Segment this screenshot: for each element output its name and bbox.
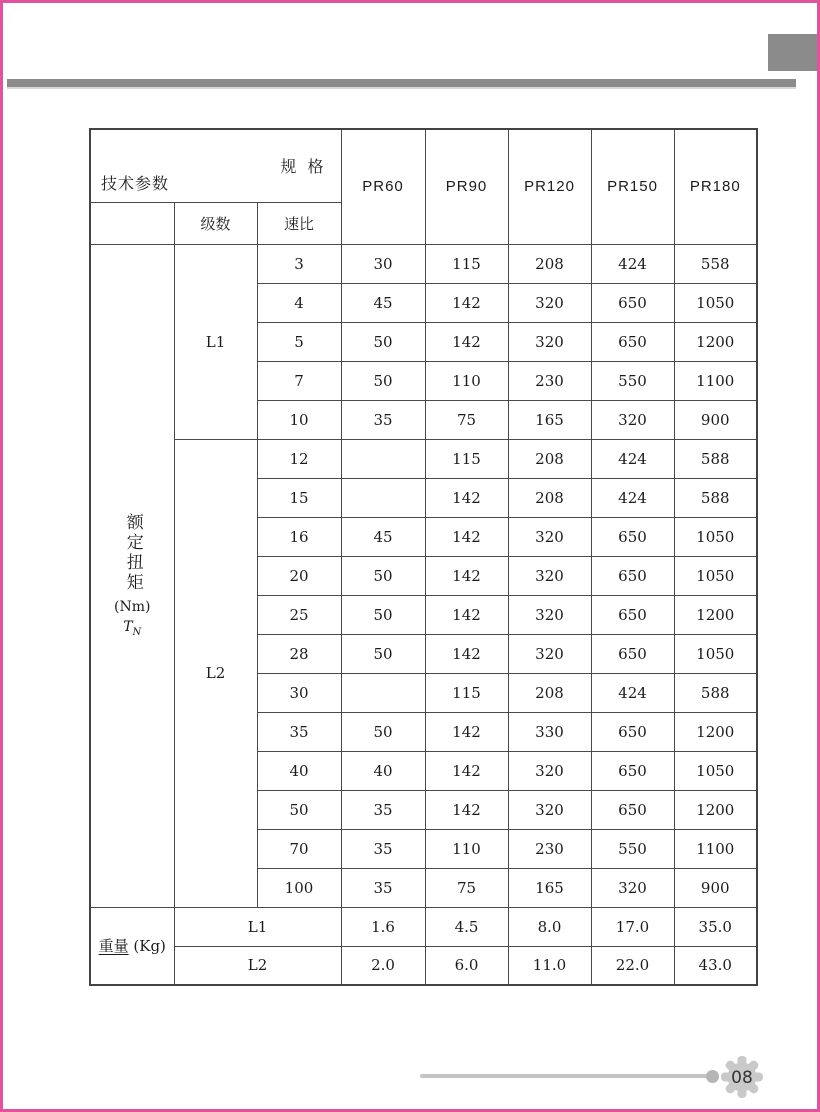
value-cell: 75 <box>425 868 508 907</box>
value-cell: 320 <box>508 790 591 829</box>
table-header-row <box>90 129 757 202</box>
value-cell: 35 <box>341 790 425 829</box>
value-cell: 142 <box>425 595 508 634</box>
col-header-pr60: PR60 <box>341 129 425 244</box>
value-cell: 142 <box>425 556 508 595</box>
value-cell: 320 <box>508 634 591 673</box>
value-cell: 50 <box>341 712 425 751</box>
value-cell: 35.0 <box>674 907 757 946</box>
value-cell: 1050 <box>674 517 757 556</box>
weight-row <box>90 946 757 985</box>
value-cell: 650 <box>591 595 674 634</box>
value-cell: 115 <box>425 673 508 712</box>
value-cell: 1050 <box>674 634 757 673</box>
weight-row <box>90 907 757 946</box>
value-cell: 424 <box>591 673 674 712</box>
value-cell: 558 <box>674 244 757 283</box>
ratio-cell: 7 <box>257 361 341 400</box>
value-cell: 6.0 <box>425 946 508 985</box>
header-corner-block <box>768 34 820 71</box>
value-cell: 320 <box>591 400 674 439</box>
col-header-pr180: PR180 <box>674 129 757 244</box>
ratio-cell: 4 <box>257 283 341 322</box>
value-cell: 230 <box>508 829 591 868</box>
value-cell: 208 <box>508 673 591 712</box>
weight-label-cell <box>90 907 174 985</box>
ratio-cell: 20 <box>257 556 341 595</box>
table-row <box>90 244 757 283</box>
ratio-cell: 10 <box>257 400 341 439</box>
value-cell: 1050 <box>674 751 757 790</box>
value-cell: 320 <box>591 868 674 907</box>
value-cell: 4.5 <box>425 907 508 946</box>
value-cell: 142 <box>425 634 508 673</box>
value-cell: 650 <box>591 751 674 790</box>
torque-label-vertical: 额定扭矩 <box>122 513 143 594</box>
corner-label-spec: 规 格 <box>280 157 327 176</box>
header-rule-bar <box>7 79 796 89</box>
value-cell: 40 <box>341 751 425 790</box>
weight-label: 重量 <box>98 937 129 956</box>
value-cell: 424 <box>591 244 674 283</box>
footer-dot <box>706 1070 719 1083</box>
value-cell: 1100 <box>674 829 757 868</box>
value-cell: 320 <box>508 283 591 322</box>
value-cell: 588 <box>674 673 757 712</box>
value-cell: 230 <box>508 361 591 400</box>
value-cell: 1100 <box>674 361 757 400</box>
value-cell: 50 <box>341 556 425 595</box>
value-cell: 50 <box>341 322 425 361</box>
value-cell: 208 <box>508 478 591 517</box>
ratio-cell: 40 <box>257 751 341 790</box>
value-cell: 424 <box>591 439 674 478</box>
value-cell <box>341 478 425 517</box>
value-cell: 2.0 <box>341 946 425 985</box>
table-row <box>90 439 757 478</box>
ratio-cell: 5 <box>257 322 341 361</box>
value-cell: 650 <box>591 790 674 829</box>
value-cell: 320 <box>508 595 591 634</box>
ratio-cell: 12 <box>257 439 341 478</box>
spec-table <box>89 128 758 986</box>
value-cell: 1200 <box>674 322 757 361</box>
value-cell: 424 <box>591 478 674 517</box>
value-cell: 22.0 <box>591 946 674 985</box>
ratio-cell: 70 <box>257 829 341 868</box>
col-header-pr90: PR90 <box>425 129 508 244</box>
value-cell: 142 <box>425 283 508 322</box>
value-cell: 1200 <box>674 712 757 751</box>
value-cell: 110 <box>425 361 508 400</box>
value-cell: 30 <box>341 244 425 283</box>
value-cell: 320 <box>508 517 591 556</box>
col-header-pr120: PR120 <box>508 129 591 244</box>
value-cell: 320 <box>508 322 591 361</box>
value-cell: 142 <box>425 790 508 829</box>
value-cell: 142 <box>425 712 508 751</box>
weight-row-label-l1: L1 <box>174 907 341 946</box>
value-cell: 1050 <box>674 283 757 322</box>
ratio-cell: 28 <box>257 634 341 673</box>
weight-unit: (Kg) <box>133 937 166 956</box>
value-cell: 320 <box>508 751 591 790</box>
value-cell: 208 <box>508 439 591 478</box>
subheader-empty-cell <box>90 202 174 244</box>
value-cell: 43.0 <box>674 946 757 985</box>
value-cell: 75 <box>425 400 508 439</box>
weight-row-label-l2: L2 <box>174 946 341 985</box>
group-label-l1: L1 <box>174 244 257 439</box>
ratio-cell: 30 <box>257 673 341 712</box>
value-cell: 142 <box>425 517 508 556</box>
col-header-pr150: PR150 <box>591 129 674 244</box>
value-cell: 45 <box>341 283 425 322</box>
value-cell: 1200 <box>674 790 757 829</box>
footer-rule <box>420 1074 712 1078</box>
torque-symbol: $T_N$ <box>123 619 142 638</box>
torque-label-cell <box>90 244 174 907</box>
value-cell: 35 <box>341 868 425 907</box>
value-cell: 17.0 <box>591 907 674 946</box>
value-cell: 1050 <box>674 556 757 595</box>
value-cell: 142 <box>425 478 508 517</box>
value-cell: 115 <box>425 439 508 478</box>
value-cell: 550 <box>591 361 674 400</box>
value-cell: 650 <box>591 322 674 361</box>
value-cell: 208 <box>508 244 591 283</box>
ratio-cell: 50 <box>257 790 341 829</box>
value-cell: 142 <box>425 322 508 361</box>
page-number: 08 <box>731 1068 753 1088</box>
value-cell <box>341 439 425 478</box>
value-cell: 165 <box>508 400 591 439</box>
value-cell: 50 <box>341 361 425 400</box>
value-cell: 650 <box>591 556 674 595</box>
value-cell: 650 <box>591 283 674 322</box>
value-cell <box>341 673 425 712</box>
subheader-stages: 级数 <box>174 202 257 244</box>
value-cell: 650 <box>591 712 674 751</box>
ratio-cell: 25 <box>257 595 341 634</box>
value-cell: 588 <box>674 439 757 478</box>
value-cell: 330 <box>508 712 591 751</box>
ratio-cell: 16 <box>257 517 341 556</box>
corner-diagonal-cell <box>90 129 341 202</box>
value-cell: 650 <box>591 517 674 556</box>
value-cell: 115 <box>425 244 508 283</box>
value-cell: 35 <box>341 829 425 868</box>
ratio-cell: 3 <box>257 244 341 283</box>
value-cell: 900 <box>674 868 757 907</box>
value-cell: 588 <box>674 478 757 517</box>
value-cell: 35 <box>341 400 425 439</box>
value-cell: 50 <box>341 634 425 673</box>
ratio-cell: 100 <box>257 868 341 907</box>
value-cell: 110 <box>425 829 508 868</box>
value-cell: 650 <box>591 634 674 673</box>
value-cell: 320 <box>508 556 591 595</box>
value-cell: 1.6 <box>341 907 425 946</box>
value-cell: 8.0 <box>508 907 591 946</box>
ratio-cell: 35 <box>257 712 341 751</box>
value-cell: 50 <box>341 595 425 634</box>
value-cell: 11.0 <box>508 946 591 985</box>
ratio-cell: 15 <box>257 478 341 517</box>
value-cell: 142 <box>425 751 508 790</box>
subheader-ratio: 速比 <box>257 202 341 244</box>
value-cell: 1200 <box>674 595 757 634</box>
value-cell: 165 <box>508 868 591 907</box>
group-label-l2: L2 <box>174 439 257 907</box>
corner-label-params: 技术参数 <box>101 173 170 193</box>
page-gear-icon <box>719 1054 765 1100</box>
value-cell: 900 <box>674 400 757 439</box>
value-cell: 45 <box>341 517 425 556</box>
torque-unit: (Nm) <box>114 599 151 616</box>
value-cell: 550 <box>591 829 674 868</box>
